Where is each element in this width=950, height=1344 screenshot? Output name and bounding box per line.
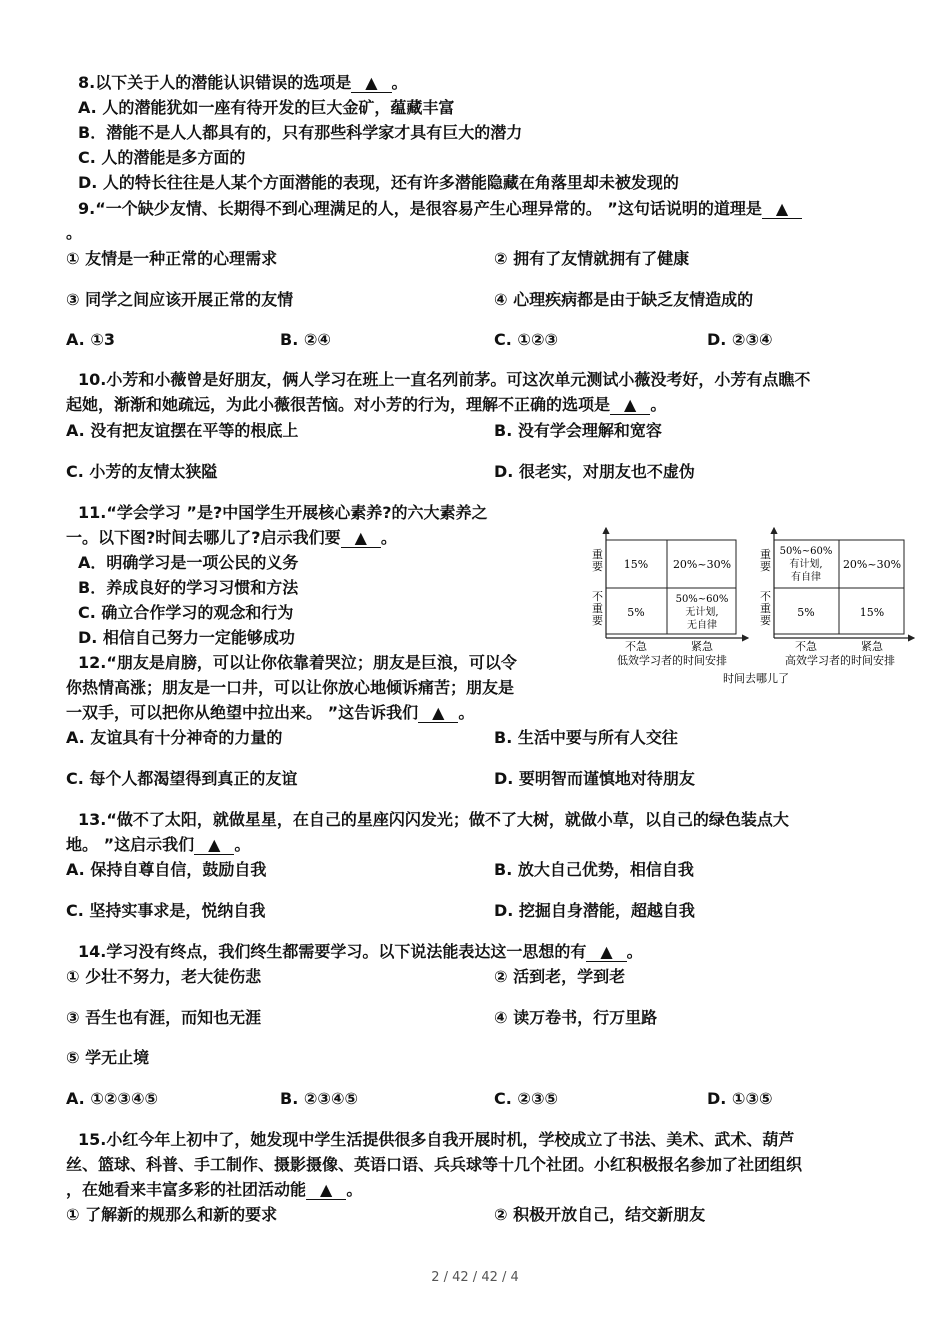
q13-option-c: C. 坚持实事求是，悦纳自我: [66, 901, 266, 920]
q9-statement-1: ① 友情是一种正常的心理需求: [66, 249, 278, 268]
q9-option-d: D. ②③④: [707, 330, 773, 349]
left-x-right-label: 紧急: [691, 640, 713, 653]
left-x-left-label: 不急: [625, 640, 647, 653]
answer-blank[interactable]: ▲: [586, 943, 626, 962]
q11-option-a: A．明确学习是一项公民的义务: [78, 553, 299, 572]
left-y-bottom-label: 不重要: [592, 590, 603, 627]
right-x-left-label: 不急: [795, 640, 817, 653]
answer-blank[interactable]: ▲: [351, 74, 391, 93]
right-cell-unimportant-not-urgent: 5%: [797, 606, 815, 619]
q8-stem: 8.以下关于人的潜能认识错误的选项是 ▲ 。: [78, 73, 408, 92]
answer-blank[interactable]: ▲: [762, 200, 802, 219]
q14-statement-3: ③ 吾生也有涯，而知也无涯: [66, 1008, 262, 1027]
q9-option-c: C. ①②③: [494, 330, 559, 349]
answer-blank[interactable]: ▲: [194, 836, 234, 855]
q12-stem-line2: 你热情高涨；朋友是一口井，可以让你放心地倾诉痛苦；朋友是: [66, 678, 515, 697]
right-cell-important-urgent: 20%~30%: [842, 558, 902, 571]
q11-option-c: C. 确立合作学习的观念和行为: [78, 603, 294, 622]
q10-option-b: B. 没有学会理解和宽容: [494, 421, 662, 440]
q9-option-b: B. ②④: [280, 330, 331, 349]
q10-option-c: C. 小芳的友情太狭隘: [66, 462, 218, 481]
q10-stem-line2: 起她，渐渐和她疏远，为此小薇很苦恼。对小芳的行为，理解不正确的选项是 ▲ 。: [66, 395, 667, 414]
q12-stem-line1: 12.“朋友是肩膀，可以让你依靠着哭泣；朋友是巨浪，可以令: [78, 653, 517, 672]
q11-option-d: D. 相信自己努力一定能够成功: [78, 628, 295, 647]
q14-option-a: A. ①②③④⑤: [66, 1089, 159, 1108]
q9-statement-3: ③ 同学之间应该开展正常的友情: [66, 290, 294, 309]
q11-stem-line2: 一。以下图?时间去哪儿了?启示我们要 ▲ 。: [66, 528, 397, 547]
q8-option-a: A. 人的潜能犹如一座有待开发的巨大金矿，蕴藏丰富: [78, 98, 455, 117]
q8-option-d: D. 人的特长往往是人某个方面潜能的表现，还有许多潜能隐藏在角落里却未被发现的: [78, 173, 679, 192]
q8-option-b: B．潜能不是人人都具有的，只有那些科学家才具有巨大的潜力: [78, 123, 523, 142]
right-cell-important-not-urgent-l1: 50%~60%: [779, 546, 833, 557]
answer-blank[interactable]: ▲: [610, 396, 650, 415]
q13-option-b: B. 放大自己优势，相信自我: [494, 860, 694, 879]
q14-statement-4: ④ 读万卷书，行万里路: [494, 1008, 658, 1027]
right-cell-unimportant-urgent: 15%: [859, 606, 885, 619]
q15-statement-1: ① 了解新的规那么和新的要求: [66, 1205, 278, 1224]
q13-option-a: A. 保持自尊自信，鼓励自我: [66, 860, 267, 879]
left-cell-unimportant-urgent-l2: 无计划,: [685, 607, 719, 618]
right-caption: 高效学习者的时间安排: [785, 654, 895, 667]
q14-statement-2: ② 活到老，学到老: [494, 967, 626, 986]
q14-statement-1: ① 少壮不努力，老大徒伤悲: [66, 967, 262, 986]
q14-option-d: D. ①③⑤: [707, 1089, 773, 1108]
right-cell-important-not-urgent-l2: 有计划,: [789, 559, 823, 570]
right-cell-important-not-urgent-l3: 有自律: [791, 572, 821, 583]
left-caption: 低效学习者的时间安排: [617, 654, 727, 667]
answer-blank[interactable]: ▲: [418, 704, 458, 723]
q12-option-b: B. 生活中要与所有人交往: [494, 728, 678, 747]
q13-option-d: D. 挖掘自身潜能，超越自我: [494, 901, 695, 920]
q11-stem-line1: 11.“学会学习 ”是?中国学生开展核心素养?的六大素养之: [78, 503, 488, 522]
q10-stem-line1: 10.小芳和小薇曾是好朋友，俩人学习在班上一直名列前茅。可这次单元测试小薇没考好，小芳有点瞧不: [78, 370, 811, 389]
q9-option-a: A. ①3: [66, 330, 116, 349]
q8-option-c: C. 人的潜能是多方面的: [78, 148, 246, 167]
q15-stem-line2: 丝、篮球、科普、手工制作、摄影摄像、英语口语、兵兵球等十几个社团。小红积极报名参加了社团组织: [66, 1155, 803, 1174]
q15-stem-line3: ，在她看来丰富多彩的社团活动能 ▲ 。: [66, 1180, 363, 1199]
left-cell-important-not-urgent: 15%: [623, 558, 649, 571]
q14-statement-5: ⑤ 学无止境: [66, 1048, 150, 1067]
q9-statement-4: ④ 心理疾病都是由于缺乏友情造成的: [494, 290, 754, 309]
page-footer: 2 / 42 / 42 / 4: [431, 1270, 519, 1285]
q15-stem-line1: 15.小红今年上初中了，她发现中学生活提供很多自我开展时机，学校成立了书法、美术、武术、葫芦: [78, 1130, 795, 1149]
q14-option-c: C. ②③⑤: [494, 1089, 559, 1108]
right-x-right-label: 紧急: [861, 640, 883, 653]
q11-option-b: B．养成良好的学习习惯和方法: [78, 578, 299, 597]
q14-option-b: B. ②③④⑤: [280, 1089, 359, 1108]
q15-statement-2: ② 积极开放自己，结交新朋友: [494, 1205, 706, 1224]
q9-statement-2: ② 拥有了友情就拥有了健康: [494, 249, 690, 268]
left-y-top-label: 重要: [592, 548, 603, 573]
answer-blank[interactable]: ▲: [341, 529, 381, 548]
q12-option-c: C. 每个人都渴望得到真正的友谊: [66, 769, 298, 788]
q14-stem: 14.学习没有终点，我们终生都需要学习。以下说法能表达这一思想的有 ▲ 。: [78, 942, 643, 961]
q13-stem-line1: 13.“做不了太阳，就做星星，在自己的星座闪闪发光；做不了大树，就做小草，以自己的绿色装点大: [78, 810, 789, 829]
time-allocation-figure: [588, 524, 918, 688]
left-cell-unimportant-urgent-l1: 50%~60%: [675, 594, 729, 605]
right-y-bottom-label: 不重要: [760, 590, 771, 627]
q12-stem-line3: 一双手，可以把你从绝望中拉出来。 ”这告诉我们 ▲ 。: [66, 703, 475, 722]
left-cell-unimportant-urgent-l3: 无自律: [687, 620, 717, 631]
q9-end: 。: [66, 223, 83, 242]
q9-stem: 9.“一个缺少友情、长期得不到心理满足的人，是很容易产生心理异常的。 ”这句话说明的道理是 ▲: [78, 198, 802, 220]
q10-option-d: D. 很老实，对朋友也不虚伪: [494, 462, 695, 481]
q10-option-a: A. 没有把友谊摆在平等的根底上: [66, 421, 299, 440]
left-cell-important-urgent: 20%~30%: [672, 558, 732, 571]
left-cell-unimportant-not-urgent: 5%: [627, 606, 645, 619]
right-y-top-label: 重要: [760, 548, 771, 573]
q12-option-a: A. 友谊具有十分神奇的力量的: [66, 728, 283, 747]
figure-title: 时间去哪儿了: [723, 672, 789, 685]
q12-option-d: D. 要明智而谨慎地对待朋友: [494, 769, 695, 788]
q13-stem-line2: 地。 ”这启示我们 ▲ 。: [66, 835, 251, 854]
answer-blank[interactable]: ▲: [306, 1181, 346, 1200]
